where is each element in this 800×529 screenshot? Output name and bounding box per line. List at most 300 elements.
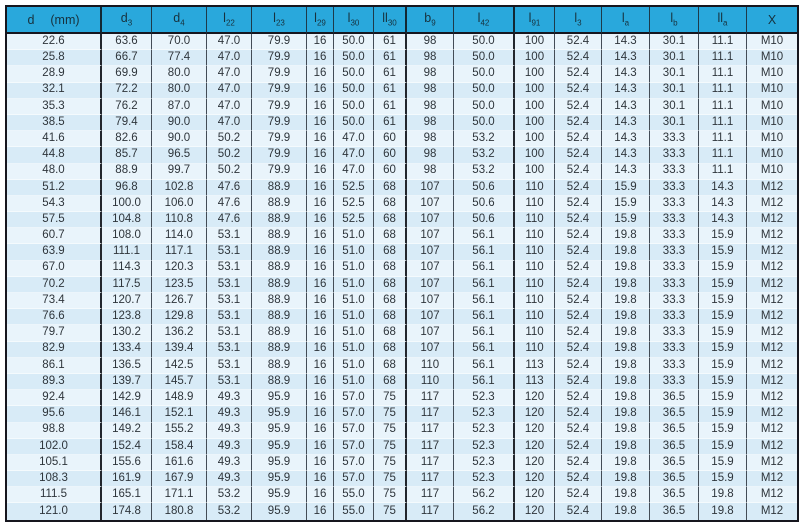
cell-l3: 52.4	[555, 196, 602, 212]
cell-d3: 114.3	[102, 261, 152, 277]
cell-d4: 171.1	[152, 487, 207, 503]
cell-l42: 56.2	[454, 487, 515, 503]
cell-lb: 33.3	[650, 374, 699, 390]
cell-b9: 107	[407, 309, 454, 325]
cell-d-mm: 95.6	[7, 406, 102, 422]
col-header-l42	[454, 7, 515, 34]
cell-b9: 107	[407, 244, 454, 260]
cell-l91: 110	[515, 325, 555, 341]
cell-la: 19.8	[602, 390, 650, 406]
cell-l30: 51.0	[334, 293, 374, 309]
cell-l23: 88.9	[252, 358, 307, 374]
cell-lb: 33.3	[650, 244, 699, 260]
table-row	[7, 309, 797, 325]
cell-d3: 149.2	[102, 423, 152, 439]
cell-ll30: 68	[374, 325, 407, 341]
cell-ll30: 68	[374, 309, 407, 325]
cell-lb: 33.3	[650, 358, 699, 374]
table-row	[7, 390, 797, 406]
cell-l22: 53.1	[207, 358, 252, 374]
col-label-base: l	[574, 11, 578, 26]
cell-b9: 107	[407, 325, 454, 341]
cell-la: 14.3	[602, 83, 650, 99]
cell-x: M12	[747, 374, 797, 390]
cell-b9: 98	[407, 66, 454, 82]
cell-l3: 52.4	[555, 115, 602, 131]
cell-b9: 98	[407, 99, 454, 115]
cell-b9: 117	[407, 423, 454, 439]
cell-lla: 11.1	[699, 131, 747, 147]
cell-ll30: 68	[374, 228, 407, 244]
cell-l29: 16	[307, 228, 334, 244]
col-label-subscript: 29	[316, 18, 326, 28]
cell-l23: 95.9	[252, 439, 307, 455]
col-header-lla	[699, 7, 747, 34]
cell-x: M12	[747, 196, 797, 212]
cell-l22: 50.2	[207, 131, 252, 147]
cell-lla: 11.1	[699, 147, 747, 163]
cell-d3: 104.8	[102, 212, 152, 228]
cell-d4: 90.0	[152, 115, 207, 131]
col-label-base: d	[173, 11, 181, 26]
cell-ll30: 68	[374, 358, 407, 374]
cell-ll30: 60	[374, 147, 407, 163]
cell-d4: 148.9	[152, 390, 207, 406]
col-label-subscript: a	[624, 18, 630, 28]
table-row	[7, 503, 797, 519]
cell-la: 19.8	[602, 487, 650, 503]
cell-l42: 50.0	[454, 83, 515, 99]
cell-l91: 120	[515, 390, 555, 406]
cell-l29: 16	[307, 66, 334, 82]
cell-l91: 110	[515, 261, 555, 277]
dimension-table	[5, 5, 799, 522]
cell-lb: 36.5	[650, 439, 699, 455]
cell-l22: 47.0	[207, 50, 252, 66]
cell-la: 19.8	[602, 423, 650, 439]
cell-la: 19.8	[602, 293, 650, 309]
cell-l22: 49.3	[207, 406, 252, 422]
cell-l42: 56.1	[454, 261, 515, 277]
cell-l29: 16	[307, 374, 334, 390]
cell-lla: 15.9	[699, 374, 747, 390]
cell-lla: 15.9	[699, 342, 747, 358]
cell-l30: 47.0	[334, 131, 374, 147]
cell-b9: 107	[407, 180, 454, 196]
cell-l42: 56.1	[454, 244, 515, 260]
cell-l29: 16	[307, 83, 334, 99]
cell-x: M10	[747, 83, 797, 99]
cell-d3: 152.4	[102, 439, 152, 455]
cell-b9: 117	[407, 503, 454, 519]
cell-la: 19.8	[602, 455, 650, 471]
cell-lb: 30.1	[650, 99, 699, 115]
cell-l91: 120	[515, 423, 555, 439]
cell-b9: 98	[407, 115, 454, 131]
cell-l29: 16	[307, 423, 334, 439]
cell-l42: 52.3	[454, 455, 515, 471]
cell-l22: 49.3	[207, 439, 252, 455]
table-row	[7, 487, 797, 503]
cell-d3: 108.0	[102, 228, 152, 244]
cell-ll30: 68	[374, 374, 407, 390]
cell-b9: 98	[407, 131, 454, 147]
cell-d3: 146.1	[102, 406, 152, 422]
cell-lla: 15.9	[699, 423, 747, 439]
cell-lla: 14.3	[699, 196, 747, 212]
cell-b9: 98	[407, 34, 454, 50]
cell-l29: 16	[307, 406, 334, 422]
cell-lla: 15.9	[699, 439, 747, 455]
col-label-base: l	[347, 11, 351, 26]
cell-x: M12	[747, 244, 797, 260]
cell-x: M12	[747, 212, 797, 228]
cell-ll30: 75	[374, 390, 407, 406]
cell-d4: 87.0	[152, 99, 207, 115]
table-row	[7, 423, 797, 439]
cell-ll30: 68	[374, 277, 407, 293]
table-row	[7, 147, 797, 163]
cell-l22: 53.1	[207, 374, 252, 390]
cell-l23: 95.9	[252, 423, 307, 439]
cell-lb: 33.3	[650, 342, 699, 358]
cell-d-mm: 22.6	[7, 34, 102, 50]
cell-lla: 19.8	[699, 487, 747, 503]
cell-b9: 117	[407, 455, 454, 471]
cell-d-mm: 41.6	[7, 131, 102, 147]
cell-lla: 11.1	[699, 99, 747, 115]
col-label-subscript: 42	[480, 18, 490, 28]
cell-l29: 16	[307, 196, 334, 212]
cell-l91: 110	[515, 228, 555, 244]
cell-d4: 80.0	[152, 83, 207, 99]
col-header-x	[747, 7, 797, 34]
cell-l23: 95.9	[252, 487, 307, 503]
table-row	[7, 228, 797, 244]
col-header-l30	[334, 7, 374, 34]
cell-d3: 139.7	[102, 374, 152, 390]
cell-la: 19.8	[602, 503, 650, 519]
cell-la: 19.8	[602, 309, 650, 325]
cell-l42: 50.0	[454, 34, 515, 50]
cell-l3: 52.4	[555, 147, 602, 163]
cell-l3: 52.4	[555, 390, 602, 406]
cell-l91: 110	[515, 244, 555, 260]
cell-l23: 88.9	[252, 325, 307, 341]
cell-la: 14.3	[602, 147, 650, 163]
cell-l23: 79.9	[252, 34, 307, 50]
col-label-subscript: 4	[180, 18, 185, 28]
cell-l22: 47.0	[207, 99, 252, 115]
cell-d3: 79.4	[102, 115, 152, 131]
cell-b9: 107	[407, 342, 454, 358]
cell-lla: 19.8	[699, 503, 747, 519]
cell-l30: 57.0	[334, 390, 374, 406]
cell-ll30: 68	[374, 261, 407, 277]
cell-l22: 53.1	[207, 309, 252, 325]
cell-l29: 16	[307, 487, 334, 503]
cell-lb: 33.3	[650, 131, 699, 147]
cell-d4: 120.3	[152, 261, 207, 277]
cell-l23: 88.9	[252, 309, 307, 325]
cell-d4: 180.8	[152, 503, 207, 519]
cell-l22: 53.2	[207, 487, 252, 503]
cell-x: M12	[747, 423, 797, 439]
table-row	[7, 471, 797, 487]
cell-l30: 52.5	[334, 212, 374, 228]
cell-l30: 51.0	[334, 244, 374, 260]
cell-d3: 72.2	[102, 83, 152, 99]
cell-d4: 139.4	[152, 342, 207, 358]
cell-b9: 117	[407, 471, 454, 487]
cell-d4: 126.7	[152, 293, 207, 309]
cell-d4: 80.0	[152, 66, 207, 82]
cell-l3: 52.4	[555, 180, 602, 196]
cell-lb: 33.3	[650, 180, 699, 196]
cell-l23: 88.9	[252, 228, 307, 244]
cell-d4: 123.5	[152, 277, 207, 293]
col-header-l91	[515, 7, 555, 34]
cell-l23: 79.9	[252, 164, 307, 180]
cell-ll30: 61	[374, 50, 407, 66]
cell-d4: 117.1	[152, 244, 207, 260]
cell-l22: 53.1	[207, 342, 252, 358]
cell-l3: 52.4	[555, 455, 602, 471]
col-header-ll30	[374, 7, 407, 34]
cell-la: 14.3	[602, 164, 650, 180]
cell-b9: 98	[407, 164, 454, 180]
cell-l42: 50.6	[454, 212, 515, 228]
cell-l30: 47.0	[334, 164, 374, 180]
cell-l42: 52.3	[454, 406, 515, 422]
cell-l22: 49.3	[207, 471, 252, 487]
cell-lla: 15.9	[699, 261, 747, 277]
cell-l22: 49.3	[207, 455, 252, 471]
table-row	[7, 196, 797, 212]
cell-x: M10	[747, 99, 797, 115]
cell-lb: 36.5	[650, 406, 699, 422]
cell-l22: 53.1	[207, 244, 252, 260]
cell-d4: 99.7	[152, 164, 207, 180]
cell-la: 14.3	[602, 66, 650, 82]
cell-b9: 107	[407, 277, 454, 293]
cell-l42: 56.1	[454, 342, 515, 358]
cell-l29: 16	[307, 471, 334, 487]
cell-d-mm: 111.5	[7, 487, 102, 503]
cell-d-mm: 28.9	[7, 66, 102, 82]
cell-d3: 174.8	[102, 503, 152, 519]
cell-d-mm: 32.1	[7, 83, 102, 99]
cell-la: 19.8	[602, 261, 650, 277]
cell-lb: 33.3	[650, 212, 699, 228]
cell-lb: 33.3	[650, 325, 699, 341]
cell-b9: 117	[407, 487, 454, 503]
cell-d3: 66.7	[102, 50, 152, 66]
cell-ll30: 61	[374, 34, 407, 50]
table-row	[7, 180, 797, 196]
cell-x: M12	[747, 503, 797, 519]
cell-l23: 88.9	[252, 244, 307, 260]
col-label-base: d	[120, 11, 128, 26]
cell-ll30: 75	[374, 439, 407, 455]
cell-lb: 30.1	[650, 83, 699, 99]
cell-lb: 33.3	[650, 293, 699, 309]
cell-l42: 52.3	[454, 423, 515, 439]
cell-b9: 98	[407, 83, 454, 99]
cell-l42: 53.2	[454, 131, 515, 147]
cell-l23: 88.9	[252, 196, 307, 212]
cell-d-mm: 79.7	[7, 325, 102, 341]
cell-l42: 53.2	[454, 147, 515, 163]
cell-d4: 110.8	[152, 212, 207, 228]
cell-d4: 129.8	[152, 309, 207, 325]
cell-l29: 16	[307, 455, 334, 471]
cell-ll30: 61	[374, 115, 407, 131]
cell-lb: 33.3	[650, 228, 699, 244]
table-row	[7, 99, 797, 115]
cell-d-mm: 108.3	[7, 471, 102, 487]
cell-l91: 100	[515, 147, 555, 163]
cell-l30: 51.0	[334, 261, 374, 277]
cell-lla: 14.3	[699, 180, 747, 196]
cell-lb: 36.5	[650, 455, 699, 471]
table-row	[7, 66, 797, 82]
cell-d-mm: 63.9	[7, 244, 102, 260]
cell-l91: 110	[515, 180, 555, 196]
cell-l91: 100	[515, 66, 555, 82]
cell-l29: 16	[307, 147, 334, 163]
cell-ll30: 75	[374, 471, 407, 487]
cell-x: M10	[747, 34, 797, 50]
cell-l23: 88.9	[252, 342, 307, 358]
cell-l3: 52.4	[555, 131, 602, 147]
col-label-base: l	[670, 11, 674, 26]
cell-d4: 90.0	[152, 131, 207, 147]
cell-l3: 52.4	[555, 439, 602, 455]
cell-d-mm: 70.2	[7, 277, 102, 293]
table-header	[7, 7, 797, 34]
cell-lb: 33.3	[650, 277, 699, 293]
cell-l23: 79.9	[252, 83, 307, 99]
cell-d-mm: 86.1	[7, 358, 102, 374]
cell-l3: 52.4	[555, 66, 602, 82]
cell-l22: 53.1	[207, 325, 252, 341]
table-row	[7, 325, 797, 341]
cell-d3: 88.9	[102, 164, 152, 180]
cell-lb: 36.5	[650, 503, 699, 519]
cell-l22: 49.3	[207, 423, 252, 439]
cell-l30: 57.0	[334, 406, 374, 422]
table-row	[7, 212, 797, 228]
cell-l23: 79.9	[252, 99, 307, 115]
cell-d3: 155.6	[102, 455, 152, 471]
cell-l91: 120	[515, 439, 555, 455]
col-label-base: l	[528, 11, 532, 26]
col-header-l23	[252, 7, 307, 34]
cell-ll30: 68	[374, 342, 407, 358]
cell-l3: 52.4	[555, 309, 602, 325]
cell-b9: 110	[407, 358, 454, 374]
cell-d-mm: 121.0	[7, 503, 102, 519]
cell-lla: 14.3	[699, 212, 747, 228]
cell-la: 14.3	[602, 50, 650, 66]
cell-ll30: 61	[374, 99, 407, 115]
cell-l23: 88.9	[252, 293, 307, 309]
cell-lla: 11.1	[699, 66, 747, 82]
cell-l22: 50.2	[207, 147, 252, 163]
cell-l30: 52.5	[334, 196, 374, 212]
cell-lla: 15.9	[699, 390, 747, 406]
cell-x: M10	[747, 147, 797, 163]
cell-lb: 33.3	[650, 147, 699, 163]
cell-l23: 88.9	[252, 277, 307, 293]
cell-l22: 47.0	[207, 83, 252, 99]
table-row	[7, 277, 797, 293]
cell-la: 15.9	[602, 196, 650, 212]
cell-ll30: 68	[374, 212, 407, 228]
cell-lla: 11.1	[699, 34, 747, 50]
cell-b9: 107	[407, 293, 454, 309]
cell-b9: 107	[407, 196, 454, 212]
cell-l22: 53.1	[207, 261, 252, 277]
cell-l22: 47.6	[207, 196, 252, 212]
cell-l29: 16	[307, 503, 334, 519]
cell-l30: 50.0	[334, 83, 374, 99]
cell-l23: 95.9	[252, 455, 307, 471]
cell-lb: 33.3	[650, 261, 699, 277]
cell-l30: 51.0	[334, 277, 374, 293]
cell-la: 19.8	[602, 358, 650, 374]
cell-la: 19.8	[602, 228, 650, 244]
cell-d-mm: 60.7	[7, 228, 102, 244]
cell-l29: 16	[307, 309, 334, 325]
cell-lb: 36.5	[650, 487, 699, 503]
cell-l91: 110	[515, 293, 555, 309]
col-label-subscript: a	[723, 18, 728, 28]
cell-l3: 52.4	[555, 374, 602, 390]
cell-d-mm: 67.0	[7, 261, 102, 277]
cell-d3: 85.7	[102, 147, 152, 163]
cell-d-mm: 73.4	[7, 293, 102, 309]
cell-l30: 51.0	[334, 374, 374, 390]
table-row	[7, 50, 797, 66]
cell-lb: 36.5	[650, 471, 699, 487]
cell-lla: 15.9	[699, 277, 747, 293]
cell-l30: 55.0	[334, 503, 374, 519]
col-label-base: ll	[382, 11, 388, 26]
cell-d4: 136.2	[152, 325, 207, 341]
cell-l91: 110	[515, 212, 555, 228]
cell-l42: 52.3	[454, 390, 515, 406]
cell-l30: 57.0	[334, 423, 374, 439]
cell-l91: 100	[515, 131, 555, 147]
col-label-base: l	[477, 11, 481, 26]
cell-l3: 52.4	[555, 34, 602, 50]
cell-lla: 11.1	[699, 164, 747, 180]
cell-ll30: 75	[374, 406, 407, 422]
cell-l3: 52.4	[555, 358, 602, 374]
cell-la: 14.3	[602, 34, 650, 50]
cell-la: 19.8	[602, 406, 650, 422]
cell-x: M12	[747, 228, 797, 244]
cell-l29: 16	[307, 212, 334, 228]
cell-d3: 69.9	[102, 66, 152, 82]
cell-l42: 56.1	[454, 228, 515, 244]
cell-l30: 51.0	[334, 325, 374, 341]
cell-d4: 145.7	[152, 374, 207, 390]
table-row	[7, 83, 797, 99]
cell-d-mm: 48.0	[7, 164, 102, 180]
